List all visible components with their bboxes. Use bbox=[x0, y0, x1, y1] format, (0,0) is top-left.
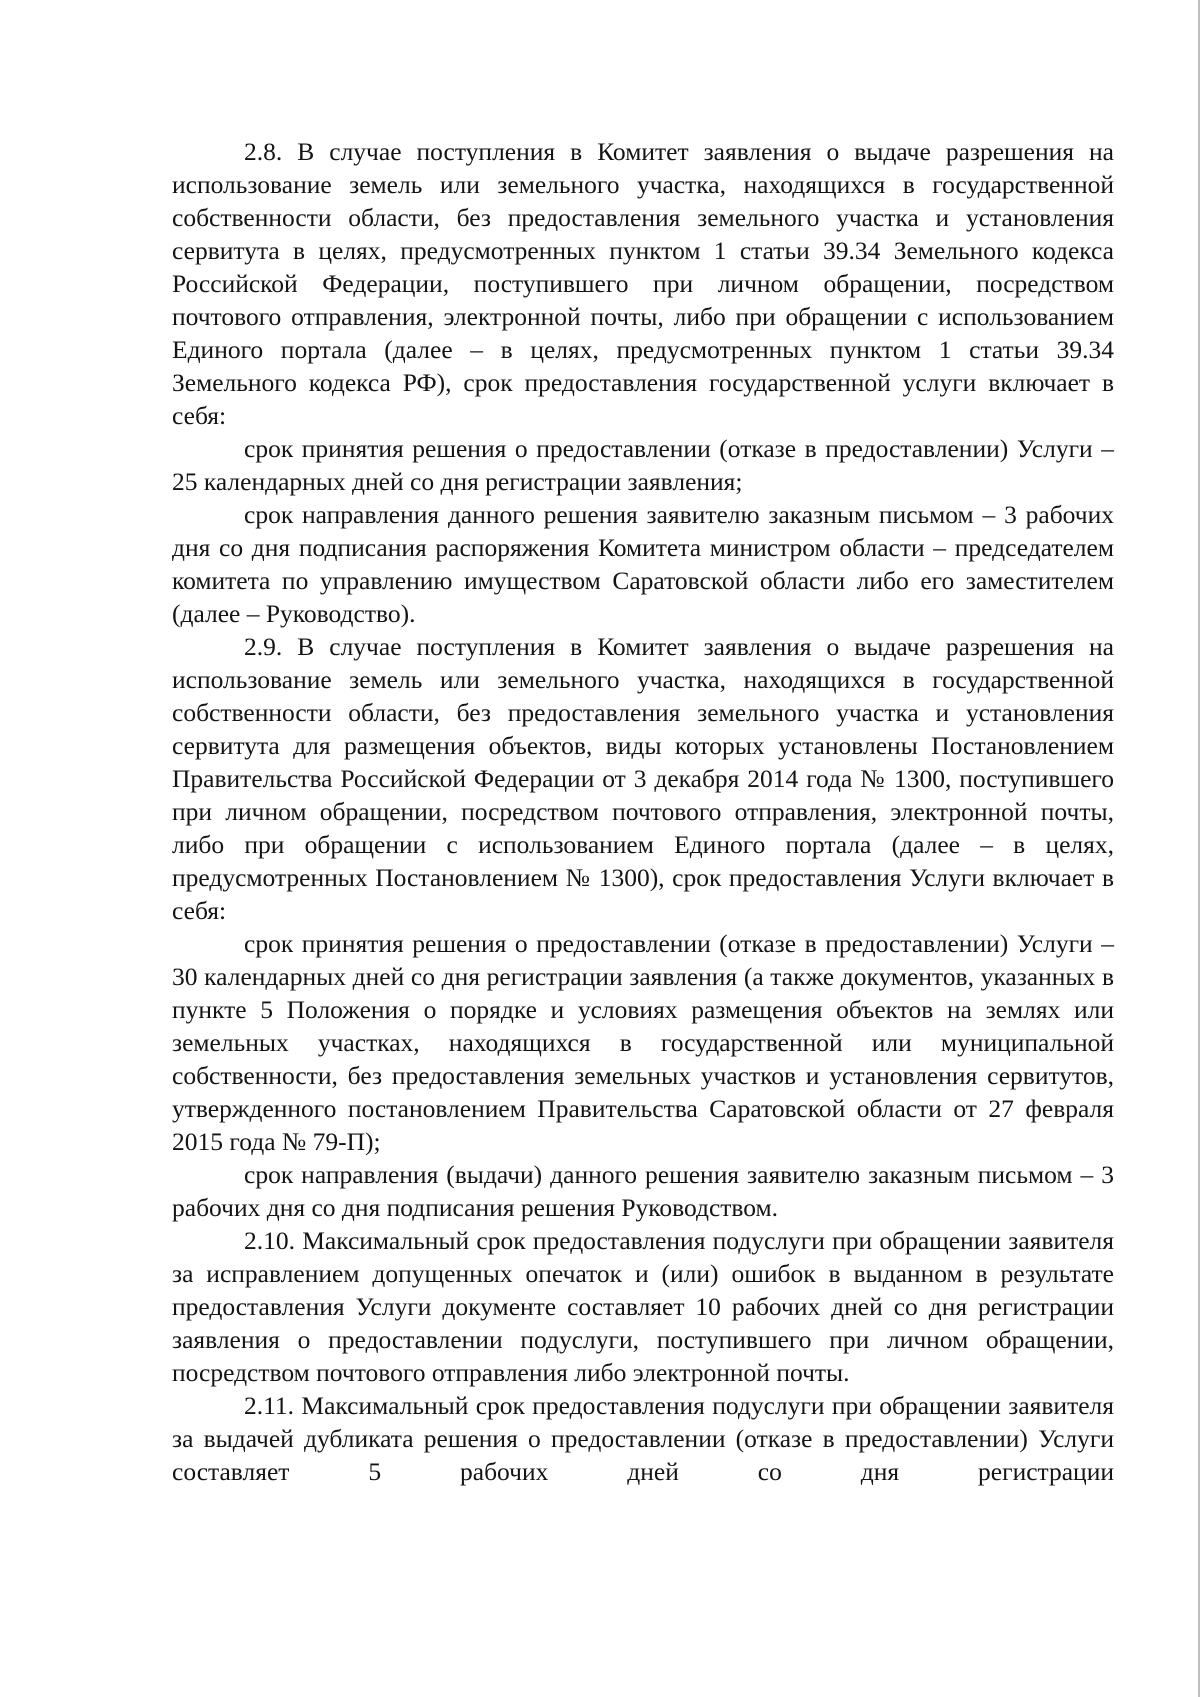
paragraph-2-8-term-delivery: срок направления данного решения заявителю заказным письмом – 3 рабочих дня со дня подписания распоряжения Комитета министром области – председателем комитета по управлению имуществом Саратовской области либо его заместителем (далее – Руководство). bbox=[172, 500, 1114, 628]
paragraph-2-8-term-decision: срок принятия решения о предоставлении (отказе в предоставлении) Услуги – 25 календарных дней со дня регистрации заявления; bbox=[172, 434, 1114, 496]
paragraph-2-10: 2.10. Максимальный срок предоставления подуслуги при обращении заявителя за исправлением допущенных опечаток и (или) ошибок в выданном в результате предоставления Услуги документе составляет 10 рабочих дней со дня регистрации заявления о предоставлении подуслуги, поступившего при личном обращении, посредством почтового отправления либо электронной почты. bbox=[172, 1226, 1114, 1387]
paragraph-2-9-term-decision: срок принятия решения о предоставлении (отказе в предоставлении) Услуги – 30 календарных дней со дня регистрации заявления (а также документов, указанных в пункте 5 Положения о порядке и условиях размещения объектов на землях или земельных участках, находящихся в государственной или муниципальной собственности, без предоставления земельных участков и установления сервитутов, утвержденного постановлением Правительства Саратовской области от 27 февраля 2015 года № 79-П); bbox=[172, 929, 1114, 1156]
paragraph-2-9-term-delivery: срок направления (выдачи) данного решения заявителю заказным письмом – 3 рабочих дня со дня подписания решения Руководством. bbox=[172, 1160, 1114, 1222]
paragraph-2-9: 2.9. В случае поступления в Комитет заявления о выдаче разрешения на использование земель или земельного участка, находящихся в государственной собственности области, без предоставления земельного участка и установления сервитута для размещения объектов, виды которых установлены Постановлением Правительства Российской Федерации от 3 декабря 2014 года № 1300, поступившего при личном обращении, посредством почтового отправления, электронной почты, либо при обращении с использованием Единого портала (далее – в целях, предусмотренных Постановлением № 1300), срок предоставления Услуги включает в себя: bbox=[172, 632, 1114, 925]
document-body bbox=[172, 135, 1114, 1488]
paragraph-2-11: 2.11. Максимальный срок предоставления подуслуги при обращении заявителя за выдачей дубликата решения о предоставлении (отказе в предоставлении) Услуги составляет 5 рабочих дней со дня регистрации bbox=[172, 1391, 1114, 1486]
paragraph-2-8: 2.8. В случае поступления в Комитет заявления о выдаче разрешения на использование земель или земельного участка, находящихся в государственной собственности области, без предоставления земельного участка и установления сервитута в целях, предусмотренных пунктом 1 статьи 39.34 Земельного кодекса Российской Федерации, поступившего при личном обращении, посредством почтового отправления, электронной почты, либо при обращении с использованием Единого портала (далее – в целях, предусмотренных пунктом 1 статьи 39.34 Земельного кодекса РФ), срок предоставления государственной услуги включает в себя: bbox=[172, 137, 1114, 430]
